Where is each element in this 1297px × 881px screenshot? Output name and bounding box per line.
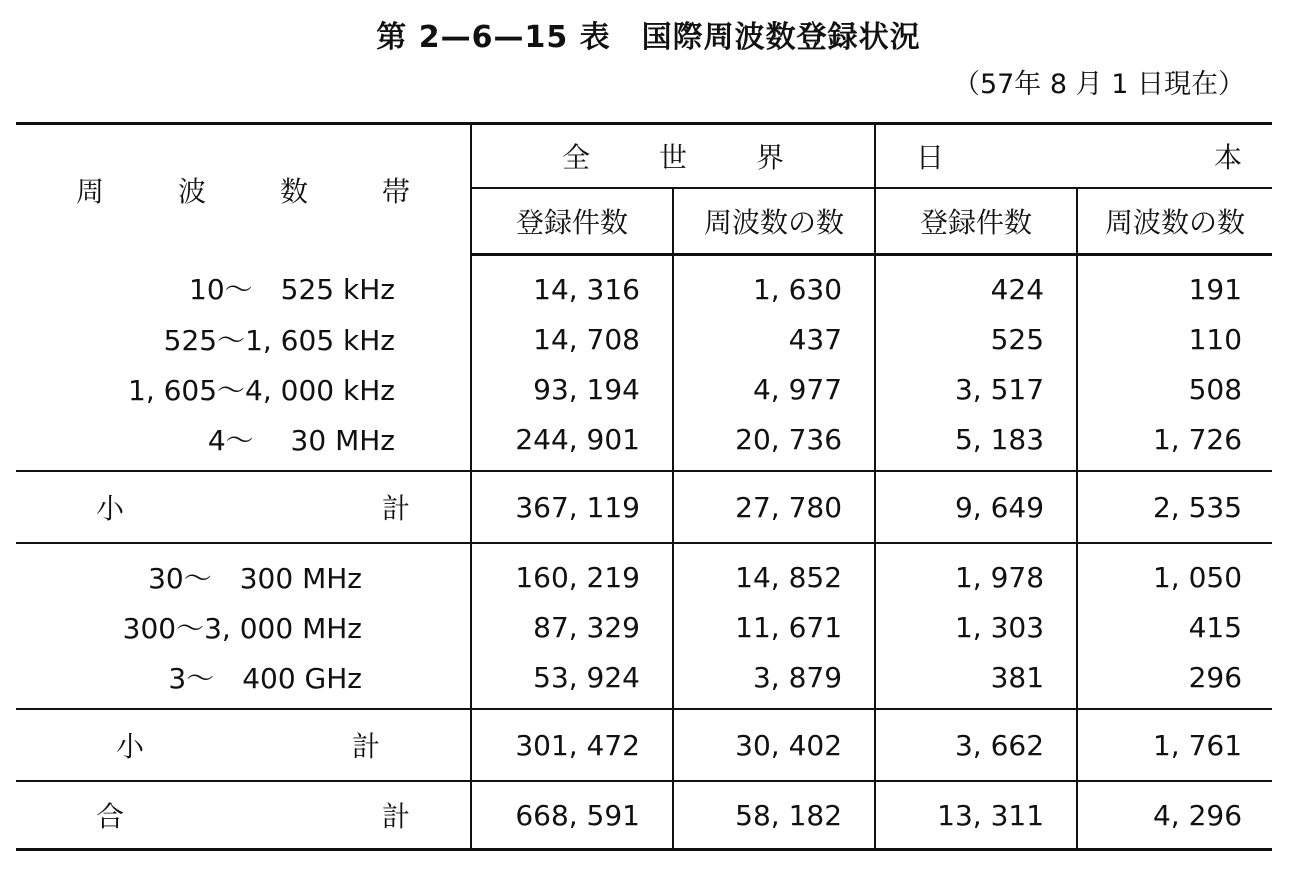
japan-frequencies: 1, 050: [1152, 560, 1243, 594]
world-registrations: 14, 708: [471, 314, 673, 364]
world-frequencies: 58, 182: [673, 781, 875, 850]
total-row-group: [16, 781, 1272, 850]
band-label: 30～ 300 MHz: [16, 543, 471, 602]
total-label-char: 合: [96, 800, 125, 833]
table-row: [16, 255, 1272, 315]
world-frequencies: 27, 780: [673, 471, 875, 543]
world-registrations: 244, 901: [471, 414, 673, 471]
header-japan-frequencies: 周波数の数: [1077, 188, 1272, 255]
header-world-frequencies: 周波数の数: [673, 188, 875, 255]
header-band-char: 波: [177, 174, 206, 208]
world-frequencies: 30, 402: [673, 709, 875, 781]
japan-frequencies: 296: [1188, 660, 1243, 694]
band-label: 10～ 525 kHz: [16, 255, 471, 315]
header-world: [471, 124, 875, 189]
header-frequency-band: [16, 124, 471, 255]
japan-frequencies: 415: [1188, 610, 1243, 644]
world-registrations: 93, 194: [471, 364, 673, 414]
world-registrations: 367, 119: [471, 471, 673, 543]
subtotal-row: [16, 709, 1272, 781]
table-row: [16, 602, 1272, 652]
japan-registrations: 5, 183: [875, 414, 1077, 471]
japan-frequencies: 2, 535: [1077, 471, 1272, 543]
world-frequencies: 20, 736: [673, 414, 875, 471]
japan-registrations: 525: [875, 314, 1077, 364]
table-row: [16, 314, 1272, 364]
japan-registrations: 3, 517: [875, 364, 1077, 414]
header-world-registrations: 登録件数: [471, 188, 673, 255]
total-label: [16, 781, 471, 850]
world-frequencies: 3, 879: [673, 652, 875, 709]
japan-frequencies: 1, 726: [1152, 422, 1243, 456]
band-label: 4～ 30 MHz: [16, 414, 471, 471]
frequency-registration-table: [16, 122, 1272, 851]
header-band-char: 周: [76, 174, 105, 208]
japan-registrations: 1, 303: [875, 602, 1077, 652]
world-frequencies: 14, 852: [673, 543, 875, 602]
header-world-char: 世: [659, 141, 688, 174]
band-label: 1, 605～4, 000 kHz: [16, 364, 471, 414]
world-registrations: 14, 316: [471, 255, 673, 315]
world-frequencies: 11, 671: [673, 602, 875, 652]
japan-registrations: 9, 649: [875, 471, 1077, 543]
band-label: 525～1, 605 kHz: [16, 314, 471, 364]
subtotal-label-char: 計: [381, 492, 410, 525]
as-of-date: （57年 8 月 1 日現在）: [952, 69, 1245, 100]
japan-frequencies: 4, 296: [1077, 781, 1272, 850]
subtotal-label: [16, 709, 471, 781]
world-frequencies: 1, 630: [673, 255, 875, 315]
group2-rows: [16, 543, 1272, 709]
world-registrations: 668, 591: [471, 781, 673, 850]
table-row: [16, 543, 1272, 602]
japan-registrations: 1, 978: [875, 543, 1077, 602]
band-label: 3～ 400 GHz: [16, 652, 471, 709]
subtotal-label-char: 小: [96, 492, 125, 525]
world-registrations: 160, 219: [471, 543, 673, 602]
japan-registrations: 424: [875, 255, 1077, 315]
japan-registrations: 13, 311: [875, 781, 1077, 850]
japan-frequencies: 508: [1188, 372, 1243, 406]
total-label-char: 計: [381, 800, 410, 833]
world-frequencies: 4, 977: [673, 364, 875, 414]
header-world-char: 界: [756, 141, 785, 174]
header-band-char: 帯: [381, 174, 410, 208]
header-japan: [875, 124, 1272, 189]
header-japan-char: 本: [1214, 141, 1243, 174]
subtotal-row: [16, 471, 1272, 543]
japan-frequencies: 1, 761: [1077, 709, 1272, 781]
world-registrations: 87, 329: [471, 602, 673, 652]
header-world-char: 全: [562, 141, 591, 174]
subtotal-label-char: 小: [116, 730, 145, 763]
world-registrations: 301, 472: [471, 709, 673, 781]
japan-registrations: 3, 662: [875, 709, 1077, 781]
band-label: 300～3, 000 MHz: [16, 602, 471, 652]
subtotal-label-char: 計: [351, 730, 380, 763]
table-title: 第 2—6—15 表 国際周波数登録状況: [376, 20, 921, 55]
total-row: [16, 781, 1272, 850]
japan-frequencies: 110: [1188, 322, 1243, 356]
table-row: [16, 652, 1272, 709]
world-registrations: 53, 924: [471, 652, 673, 709]
subtotal2-row-group: [16, 709, 1272, 781]
table-row: [16, 364, 1272, 414]
header-band-char: 数: [279, 174, 308, 208]
japan-frequencies: 191: [1188, 272, 1243, 306]
world-frequencies: 437: [673, 314, 875, 364]
subtotal-label: [16, 471, 471, 543]
japan-registrations: 381: [875, 652, 1077, 709]
header-japan-char: 日: [916, 141, 945, 174]
group1-rows: [16, 255, 1272, 472]
table-row: [16, 414, 1272, 471]
header-japan-registrations: 登録件数: [875, 188, 1077, 255]
subtotal1-row-group: [16, 471, 1272, 543]
